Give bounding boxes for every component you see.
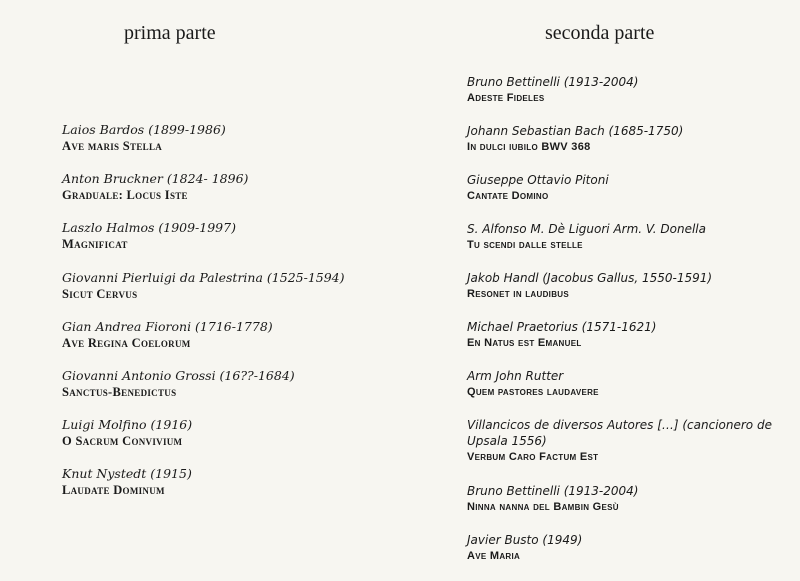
program-entry — [62, 270, 345, 319]
composer-name: Giuseppe Ottavio Pitoni — [467, 173, 609, 187]
piece-title: Sicut Cervus — [62, 286, 138, 301]
piece-title: Tu scendi dalle stelle — [467, 239, 583, 251]
program-entry — [62, 319, 345, 368]
composer-name: Jakob Handl (Jacobus Gallus, 1550-1591) — [467, 271, 713, 285]
first-part-heading: prima parte — [124, 22, 216, 44]
composer-name: Javier Busto (1949) — [467, 533, 583, 547]
composer-name: Giovanni Antonio Grossi (16??-1684) — [62, 367, 295, 383]
piece-title: Adeste Fideles — [467, 92, 545, 104]
program-entry — [467, 270, 787, 319]
first-part-list — [62, 122, 345, 516]
piece-title: Resonet in laudibus — [467, 288, 569, 300]
piece-title: Verbum Caro Factum Est — [467, 451, 599, 463]
program-entry — [62, 171, 345, 220]
program-entry — [467, 221, 787, 270]
program-entry — [467, 417, 787, 483]
piece-title: Graduale: Locus Iste — [62, 188, 188, 203]
second-part-heading: seconda parte — [545, 22, 655, 44]
composer-name: Bruno Bettinelli (1913-2004) — [467, 75, 639, 89]
piece-title: En Natus est Emanuel — [467, 337, 582, 349]
composer-name: Luigi Molfino (1916) — [62, 417, 193, 433]
composer-name: Gian Andrea Fioroni (1716-1778) — [62, 318, 273, 334]
piece-title: Ave Maria — [467, 550, 521, 562]
program-entry — [62, 368, 345, 417]
program-entry — [62, 122, 345, 171]
piece-title: Ave Regina Coelorum — [62, 335, 191, 350]
piece-title: Ninna nanna del Bambin Gesù — [467, 501, 619, 513]
composer-name: Anton Bruckner (1824- 1896) — [62, 171, 249, 187]
piece-title: Sanctus-Benedictus — [62, 384, 177, 399]
composer-name: Villancicos de diversos Autores […] (cancionero de Upsala 1556) — [467, 418, 772, 448]
piece-title: Quem pastores laudavere — [467, 386, 599, 398]
program-entry — [62, 466, 345, 515]
piece-title: In dulci iubilo BWV 368 — [467, 141, 591, 153]
composer-name: Johann Sebastian Bach (1685-1750) — [467, 124, 684, 138]
piece-title: O Sacrum Convivium — [62, 434, 183, 449]
second-part-list — [467, 74, 787, 581]
composer-name: Michael Praetorius (1571-1621) — [467, 320, 657, 334]
program-entry — [467, 368, 787, 417]
program-entry — [467, 532, 787, 581]
composer-name: Laios Bardos (1899-1986) — [62, 122, 226, 137]
program-entry — [467, 74, 787, 123]
program-entry — [467, 172, 787, 221]
composer-name: Laszlo Halmos (1909-1997) — [62, 220, 236, 236]
piece-title: Ave maris Stella — [62, 139, 163, 153]
piece-title: Magnificat — [62, 237, 128, 252]
composer-name: S. Alfonso M. Dè Liguori Arm. V. Donella — [467, 222, 706, 236]
composer-name: Arm John Rutter — [467, 369, 564, 383]
program-entry — [467, 319, 787, 368]
composer-name: Bruno Bettinelli (1913-2004) — [467, 484, 639, 498]
piece-title: Laudate Dominum — [62, 483, 165, 498]
program-entry — [467, 483, 787, 532]
piece-title: Cantate Domino — [467, 190, 549, 202]
composer-name: Giovanni Pierluigi da Palestrina (1525-1594) — [62, 269, 345, 285]
composer-name: Knut Nystedt (1915) — [62, 466, 192, 482]
program-entry — [62, 417, 345, 466]
program-entry — [62, 220, 345, 269]
program-entry — [467, 123, 787, 172]
